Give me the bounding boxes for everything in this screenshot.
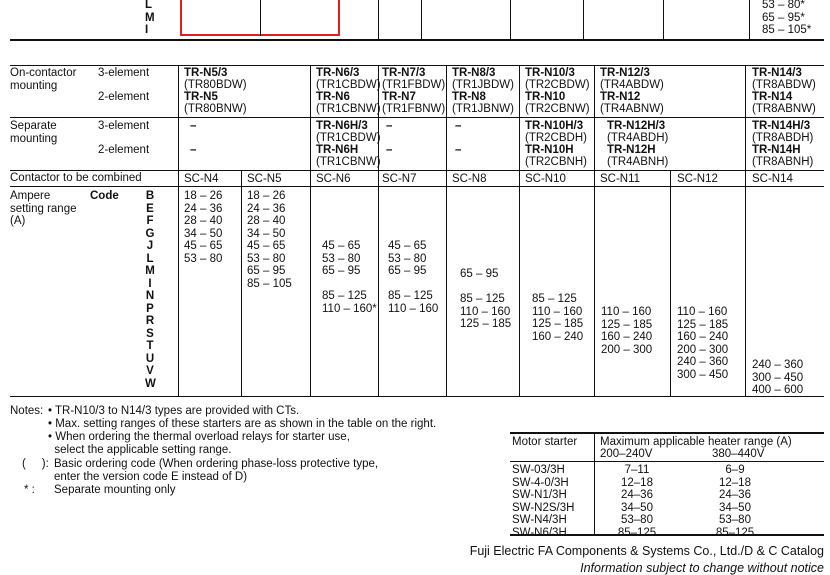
on-3-element-model: TR-N10/3 bbox=[525, 67, 575, 79]
on-3-element-code: (TR1FBDW) bbox=[382, 79, 446, 91]
top-codes: L M I bbox=[145, 0, 155, 36]
separate-label: Separate mounting bbox=[10, 120, 58, 145]
sep-2-element-code: (TR4ABNH) bbox=[607, 156, 669, 168]
sep-3-element-code: (TR1CBDW) bbox=[316, 132, 381, 144]
on-2-element-code: (TR2CBNW) bbox=[525, 103, 590, 115]
contactor-name: SC-N6 bbox=[316, 173, 351, 185]
dash: – bbox=[455, 144, 462, 156]
row-line bbox=[10, 186, 824, 187]
code-heading: Code bbox=[90, 190, 119, 202]
on-2-element-model: TR-N14 bbox=[752, 91, 793, 103]
ampere-label: Ampere setting range (A) bbox=[10, 190, 77, 227]
on-3-element-code: (TR80BDW) bbox=[184, 79, 247, 91]
sep-2-element-code: (TR1CBNW) bbox=[316, 156, 381, 168]
on-2-element-code: (TR1JBNW) bbox=[452, 103, 514, 115]
heater-col-line bbox=[594, 432, 595, 534]
note-1: • TR-N10/3 to N14/3 types are provided with CTs. bbox=[48, 405, 300, 417]
range-sc-n14: 240 – 360 300 – 450 400 – 600 bbox=[752, 359, 804, 396]
sep-2-element-code: (TR8ABNH) bbox=[752, 156, 814, 168]
footer-company: Fuji Electric FA Components & Systems Co., Ltd./D & C Catalog bbox=[469, 544, 824, 558]
col-line bbox=[510, 0, 511, 39]
on-3-element-model: TR-N14/3 bbox=[752, 67, 802, 79]
table-top-line bbox=[10, 65, 824, 66]
contactor-label: Contactor to be combined bbox=[10, 172, 142, 184]
col-line bbox=[446, 65, 447, 396]
sep-3-element-code: (TR2CBDH) bbox=[525, 132, 587, 144]
heater-col-range: Maximum applicable heater range (A) bbox=[600, 436, 792, 448]
sep-3-element-code: (TR4ABDH) bbox=[607, 132, 669, 144]
notes-lead: Notes: bbox=[10, 405, 44, 417]
two-element-label: 2-element bbox=[98, 91, 150, 103]
three-element-label: 3-element bbox=[98, 67, 150, 79]
contactor-name: SC-N8 bbox=[452, 173, 487, 185]
heater-table-top bbox=[510, 432, 824, 434]
on-2-element-model: TR-N10 bbox=[525, 91, 566, 103]
divider bbox=[10, 39, 824, 41]
sep-2-element-model: TR-N6H bbox=[316, 144, 359, 156]
on-3-element-model: TR-N8/3 bbox=[452, 67, 496, 79]
dash: – bbox=[190, 120, 197, 132]
contactor-name: SC-N12 bbox=[677, 173, 718, 185]
col-line bbox=[594, 65, 595, 396]
on-3-element-code: (TR2CBDW) bbox=[525, 79, 590, 91]
contactor-name: SC-N5 bbox=[247, 173, 282, 185]
on-2-element-model: TR-N5 bbox=[184, 91, 218, 103]
footer-notice: Information subject to change without notice bbox=[580, 561, 824, 575]
heater-starters: SW-03/3H SW-4-0/3H SW-N1/3H SW-N2S/3H SW-N4/3H SW-N6/3H bbox=[512, 464, 575, 539]
heater-voltage-1: 200–240V bbox=[600, 448, 653, 460]
col-line bbox=[663, 0, 664, 39]
on-3-element-model: TR-N6/3 bbox=[316, 67, 360, 79]
asterisk-note: Separate mounting only bbox=[54, 484, 176, 496]
paren-note: Basic ordering code (When ordering phase-loss protective type, enter the version code E instead of D) bbox=[54, 458, 379, 483]
heater-table-line bbox=[510, 461, 824, 462]
range-sc-n10: 85 – 125 110 – 160 125 – 185 160 – 240 bbox=[532, 293, 584, 343]
contactor-name: SC-N10 bbox=[525, 173, 566, 185]
on-2-element-model: TR-N7 bbox=[382, 91, 416, 103]
col-line bbox=[421, 0, 422, 39]
three-element-label: 3-element bbox=[98, 120, 150, 132]
col-line bbox=[670, 170, 671, 396]
sep-3-element-model: TR-N6H/3 bbox=[316, 120, 368, 132]
top-ranges: 53 – 80* 65 – 95* 85 – 105* bbox=[762, 0, 812, 36]
sep-2-element-model: TR-N12H bbox=[607, 144, 656, 156]
code-column: B E F G J L M I N P R S T U V W bbox=[145, 190, 156, 390]
on-2-element-model: TR-N12 bbox=[600, 91, 641, 103]
asterisk-mark: * : bbox=[24, 484, 35, 496]
dash: – bbox=[455, 120, 462, 132]
on-3-element-code: (TR1CBDW) bbox=[316, 79, 381, 91]
col-line bbox=[178, 65, 179, 396]
contactor-name: SC-N4 bbox=[184, 173, 219, 185]
heater-range-200v: 7–11 12–18 24–36 34–50 53–80 85–125 bbox=[617, 464, 657, 539]
col-line bbox=[260, 0, 261, 36]
on-3-element-model: TR-N12/3 bbox=[600, 67, 650, 79]
range-sc-n6: 45 – 65 53 – 80 65 – 95 85 – 125 110 – 160* bbox=[322, 240, 377, 315]
note-2: • Max. setting ranges of these starters are as shown in the table on the right. bbox=[48, 418, 437, 430]
on-2-element-model: TR-N8 bbox=[452, 91, 486, 103]
range-sc-n12: 110 – 160 125 – 185 160 – 240 200 – 300 240 – 360 300 – 450 bbox=[677, 306, 729, 381]
table-bottom-line bbox=[10, 396, 824, 397]
on-3-element-model: TR-N5/3 bbox=[184, 67, 228, 79]
range-sc-n11: 110 – 160 125 – 185 160 – 240 200 – 300 bbox=[601, 306, 653, 356]
range-sc-n4: 18 – 26 24 – 36 28 – 40 34 – 50 45 – 65 53 – 80 bbox=[184, 190, 223, 265]
note-3: • When ordering the thermal overload relays for starter use, select the applicable setting range. bbox=[48, 431, 350, 456]
heater-voltage-2: 380–440V bbox=[712, 448, 765, 460]
col-line bbox=[749, 0, 750, 39]
row-line bbox=[10, 117, 824, 118]
col-line bbox=[745, 65, 746, 396]
row-line bbox=[10, 170, 824, 171]
col-line bbox=[519, 65, 520, 396]
range-sc-n5: 18 – 26 24 – 36 28 – 40 34 – 50 45 – 65 53 – 80 65 – 95 85 – 105 bbox=[247, 190, 292, 290]
col-line bbox=[583, 0, 584, 39]
on-3-element-code: (TR8ABDW) bbox=[752, 79, 816, 91]
sep-3-element-model: TR-N10H/3 bbox=[525, 120, 584, 132]
on-2-element-code: (TR1CBNW) bbox=[316, 103, 381, 115]
sep-3-element-model: TR-N14H/3 bbox=[752, 120, 811, 132]
on-3-element-model: TR-N7/3 bbox=[382, 67, 426, 79]
contactor-name: SC-N7 bbox=[382, 173, 417, 185]
contactor-name: SC-N14 bbox=[752, 173, 793, 185]
on-2-element-code: (TR8ABNW) bbox=[752, 103, 816, 115]
dash: – bbox=[386, 120, 393, 132]
sep-3-element-model: TR-N12H/3 bbox=[607, 120, 666, 132]
heater-col-starter: Motor starter bbox=[512, 436, 578, 448]
two-element-label: 2-element bbox=[98, 144, 150, 156]
on-contactor-label: On-contactor mounting bbox=[10, 67, 77, 92]
col-line bbox=[241, 170, 242, 396]
contactor-name: SC-N11 bbox=[600, 173, 641, 185]
on-2-element-code: (TR1FBNW) bbox=[382, 103, 446, 115]
dash: – bbox=[386, 144, 393, 156]
col-line bbox=[310, 65, 311, 396]
sep-2-element-code: (TR2CBNH) bbox=[525, 156, 587, 168]
on-3-element-code: (TR1JBDW) bbox=[452, 79, 514, 91]
on-2-element-model: TR-N6 bbox=[316, 91, 350, 103]
paren-mark: ( ): bbox=[22, 458, 49, 470]
heater-range-380v: 6–9 12–18 24–36 34–50 53–80 85–125 bbox=[715, 464, 755, 539]
sep-2-element-model: TR-N14H bbox=[752, 144, 801, 156]
range-sc-n7: 45 – 65 53 – 80 65 – 95 85 – 125 110 – 160 bbox=[388, 240, 439, 315]
sep-3-element-code: (TR8ABDH) bbox=[752, 132, 814, 144]
dash: – bbox=[190, 144, 197, 156]
sep-2-element-model: TR-N10H bbox=[525, 144, 574, 156]
on-2-element-code: (TR80BNW) bbox=[184, 103, 247, 115]
col-line bbox=[378, 0, 379, 39]
range-sc-n8: 65 – 95 85 – 125 110 – 160 125 – 185 bbox=[460, 268, 512, 330]
on-2-element-code: (TR4ABNW) bbox=[600, 103, 664, 115]
on-3-element-code: (TR4ABDW) bbox=[600, 79, 664, 91]
